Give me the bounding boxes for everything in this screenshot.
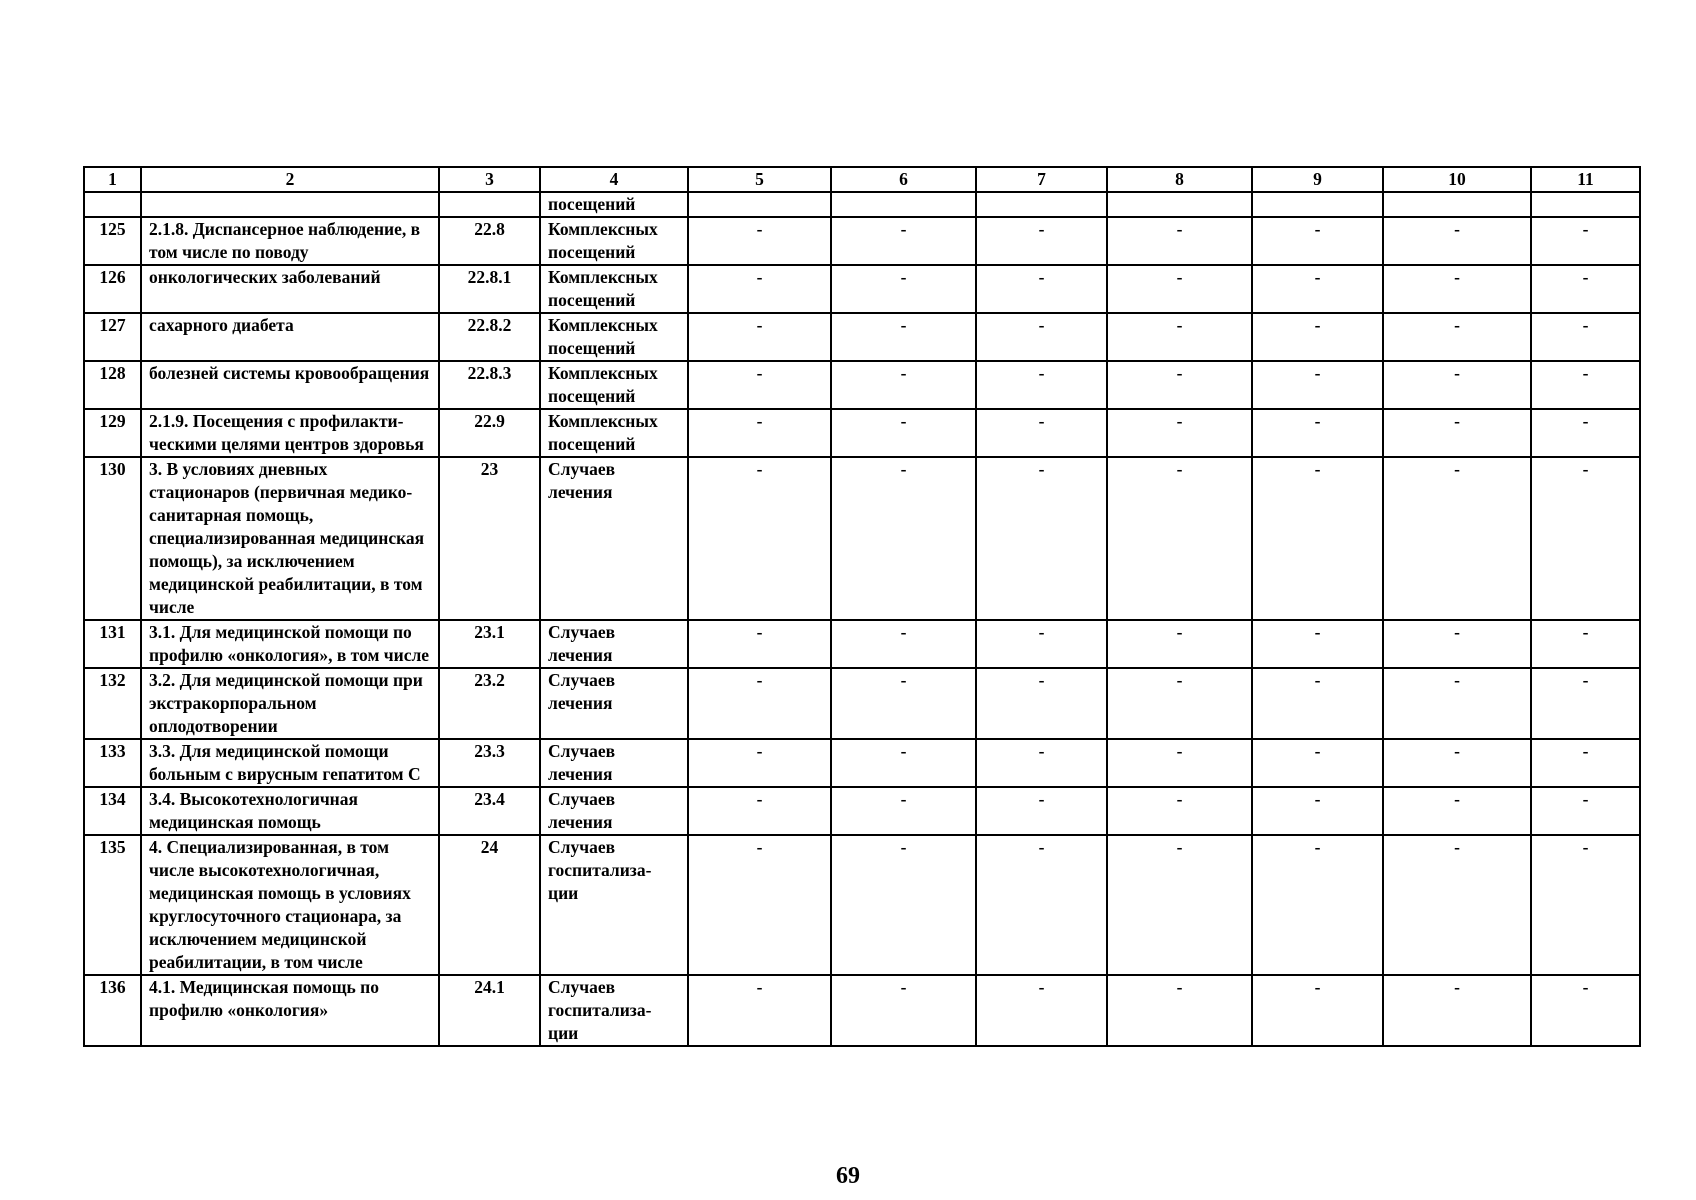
row-code-cell: 22.8.1 — [439, 265, 540, 313]
indicator-name-cell: 2.1.9. Посещения с профилакти-ческими целями центров здоровья — [141, 409, 439, 457]
value-cell: - — [1107, 739, 1252, 787]
indicator-name-cell: 3.1. Для медицинской помощи по профилю «онкология», в том числе — [141, 620, 439, 668]
indicator-name-cell: онкологических заболеваний — [141, 265, 439, 313]
indicator-name-cell: сахарного диабета — [141, 313, 439, 361]
value-cell: - — [1383, 265, 1531, 313]
value-cell: - — [1252, 620, 1383, 668]
value-cell: - — [1531, 975, 1640, 1046]
value-cell: - — [1107, 457, 1252, 620]
value-cell: - — [688, 313, 831, 361]
header-cell: 10 — [1383, 167, 1531, 192]
value-cell: - — [976, 265, 1107, 313]
unit-cell: Случаев лечения — [540, 620, 688, 668]
unit-cell: Комплексных посещений — [540, 217, 688, 265]
value-cell: - — [1252, 787, 1383, 835]
unit-cell: Случаев лечения — [540, 787, 688, 835]
value-cell — [1531, 192, 1640, 217]
value-cell: - — [831, 265, 976, 313]
table-row — [84, 361, 1640, 409]
value-cell: - — [1107, 313, 1252, 361]
value-cell: - — [976, 739, 1107, 787]
row-number-cell: 135 — [84, 835, 141, 975]
row-number-cell: 126 — [84, 265, 141, 313]
indicator-name-cell: 3.3. Для медицинской помощи больным с вирусным гепатитом С — [141, 739, 439, 787]
value-cell: - — [1252, 313, 1383, 361]
row-number-cell: 127 — [84, 313, 141, 361]
value-cell: - — [831, 361, 976, 409]
unit-cell: посещений — [540, 192, 688, 217]
indicator-name-cell: 3.2. Для медицинской помощи при экстракорпоральном оплодотворении — [141, 668, 439, 739]
unit-cell: Случаев госпитализа-ции — [540, 835, 688, 975]
value-cell: - — [1531, 313, 1640, 361]
header-cell: 9 — [1252, 167, 1383, 192]
value-cell: - — [688, 835, 831, 975]
value-cell — [688, 192, 831, 217]
value-cell: - — [1383, 361, 1531, 409]
value-cell: - — [976, 975, 1107, 1046]
value-cell: - — [1107, 668, 1252, 739]
header-cell: 3 — [439, 167, 540, 192]
value-cell: - — [1383, 975, 1531, 1046]
value-cell: - — [831, 457, 976, 620]
indicator-name-cell: болезней системы кровообращения — [141, 361, 439, 409]
value-cell: - — [688, 409, 831, 457]
value-cell: - — [831, 217, 976, 265]
row-code-cell: 22.9 — [439, 409, 540, 457]
value-cell: - — [1531, 361, 1640, 409]
value-cell: - — [831, 739, 976, 787]
value-cell: - — [976, 361, 1107, 409]
table-row — [84, 835, 1640, 975]
value-cell: - — [688, 975, 831, 1046]
row-number-cell: 134 — [84, 787, 141, 835]
row-number-cell: 130 — [84, 457, 141, 620]
indicator-name-cell: 4.1. Медицинская помощь по профилю «онкология» — [141, 975, 439, 1046]
value-cell: - — [1252, 668, 1383, 739]
value-cell: - — [976, 217, 1107, 265]
value-cell: - — [1383, 457, 1531, 620]
value-cell: - — [976, 409, 1107, 457]
row-code-cell: 23.1 — [439, 620, 540, 668]
value-cell: - — [831, 835, 976, 975]
unit-cell: Комплексных посещений — [540, 265, 688, 313]
header-cell: 11 — [1531, 167, 1640, 192]
header-cell: 7 — [976, 167, 1107, 192]
data-table — [83, 166, 1641, 1047]
value-cell: - — [976, 668, 1107, 739]
value-cell: - — [1107, 217, 1252, 265]
value-cell: - — [1383, 835, 1531, 975]
unit-cell: Комплексных посещений — [540, 313, 688, 361]
row-code-cell — [439, 192, 540, 217]
value-cell: - — [1252, 217, 1383, 265]
value-cell — [831, 192, 976, 217]
indicator-name-cell: 4. Специализированная, в том числе высокотехнологичная, медицинская помощь в условиях круглосуточного стационара, за исключением медицинской реабилитации, в том числе — [141, 835, 439, 975]
value-cell: - — [831, 975, 976, 1046]
table-row — [84, 457, 1640, 620]
unit-cell: Случаев лечения — [540, 668, 688, 739]
header-cell: 1 — [84, 167, 141, 192]
header-cell: 5 — [688, 167, 831, 192]
indicator-name-cell — [141, 192, 439, 217]
header-cell: 6 — [831, 167, 976, 192]
table-row — [84, 620, 1640, 668]
value-cell: - — [976, 313, 1107, 361]
value-cell: - — [831, 668, 976, 739]
row-number-cell: 131 — [84, 620, 141, 668]
value-cell — [1107, 192, 1252, 217]
value-cell: - — [688, 361, 831, 409]
value-cell: - — [1531, 409, 1640, 457]
table-row — [84, 409, 1640, 457]
row-code-cell: 23.3 — [439, 739, 540, 787]
value-cell: - — [1383, 313, 1531, 361]
table-row — [84, 739, 1640, 787]
value-cell: - — [1531, 739, 1640, 787]
table-row — [84, 313, 1640, 361]
value-cell: - — [1383, 620, 1531, 668]
header-cell: 2 — [141, 167, 439, 192]
header-cell: 4 — [540, 167, 688, 192]
row-number-cell: 128 — [84, 361, 141, 409]
value-cell: - — [1252, 265, 1383, 313]
value-cell: - — [1107, 409, 1252, 457]
unit-cell: Случаев лечения — [540, 739, 688, 787]
row-number-cell: 136 — [84, 975, 141, 1046]
value-cell: - — [831, 620, 976, 668]
indicator-name-cell: 2.1.8. Диспансерное наблюдение, в том числе по поводу — [141, 217, 439, 265]
value-cell: - — [831, 409, 976, 457]
value-cell: - — [1531, 787, 1640, 835]
value-cell: - — [688, 668, 831, 739]
row-number-cell — [84, 192, 141, 217]
row-number-cell: 125 — [84, 217, 141, 265]
value-cell: - — [688, 739, 831, 787]
value-cell: - — [1252, 739, 1383, 787]
row-code-cell: 23 — [439, 457, 540, 620]
row-number-cell: 132 — [84, 668, 141, 739]
value-cell: - — [1252, 975, 1383, 1046]
unit-cell: Комплексных посещений — [540, 409, 688, 457]
row-code-cell: 23.4 — [439, 787, 540, 835]
value-cell: - — [1383, 787, 1531, 835]
row-number-cell: 129 — [84, 409, 141, 457]
row-code-cell: 24.1 — [439, 975, 540, 1046]
value-cell: - — [1531, 620, 1640, 668]
header-cell: 8 — [1107, 167, 1252, 192]
value-cell: - — [688, 265, 831, 313]
value-cell: - — [688, 787, 831, 835]
value-cell: - — [1252, 835, 1383, 975]
indicator-name-cell: 3. В условиях дневных стационаров (первичная медико-санитарная помощь, специализированная медицинская помощь), за исключением медицинской реабилитации, в том числе — [141, 457, 439, 620]
value-cell: - — [1107, 361, 1252, 409]
value-cell: - — [1383, 217, 1531, 265]
row-code-cell: 22.8 — [439, 217, 540, 265]
unit-cell: Случаев госпитализа-ции — [540, 975, 688, 1046]
value-cell: - — [976, 620, 1107, 668]
value-cell: - — [1531, 668, 1640, 739]
value-cell: - — [1252, 409, 1383, 457]
value-cell: - — [1107, 265, 1252, 313]
value-cell: - — [1531, 217, 1640, 265]
header-row — [84, 167, 1640, 192]
value-cell — [1252, 192, 1383, 217]
value-cell: - — [1252, 361, 1383, 409]
value-cell: - — [976, 787, 1107, 835]
value-cell: - — [1107, 787, 1252, 835]
value-cell: - — [1383, 739, 1531, 787]
row-code-cell: 22.8.3 — [439, 361, 540, 409]
value-cell: - — [1383, 668, 1531, 739]
value-cell: - — [831, 787, 976, 835]
value-cell: - — [976, 835, 1107, 975]
value-cell: - — [1107, 835, 1252, 975]
row-number-cell: 133 — [84, 739, 141, 787]
value-cell — [976, 192, 1107, 217]
value-cell: - — [1252, 457, 1383, 620]
value-cell: - — [1383, 409, 1531, 457]
value-cell: - — [688, 217, 831, 265]
unit-cell: Комплексных посещений — [540, 361, 688, 409]
value-cell: - — [688, 620, 831, 668]
table-row — [84, 975, 1640, 1046]
value-cell: - — [688, 457, 831, 620]
indicator-name-cell: 3.4. Высокотехнологичная медицинская помощь — [141, 787, 439, 835]
unit-cell: Случаев лечения — [540, 457, 688, 620]
table-row — [84, 265, 1640, 313]
continuation-row — [84, 192, 1640, 217]
row-code-cell: 24 — [439, 835, 540, 975]
table-row — [84, 217, 1640, 265]
value-cell: - — [1531, 265, 1640, 313]
row-code-cell: 22.8.2 — [439, 313, 540, 361]
page-number: 69 — [836, 1163, 860, 1189]
row-code-cell: 23.2 — [439, 668, 540, 739]
value-cell: - — [831, 313, 976, 361]
value-cell: - — [1107, 975, 1252, 1046]
table-row — [84, 787, 1640, 835]
value-cell: - — [1531, 835, 1640, 975]
value-cell: - — [1531, 457, 1640, 620]
value-cell: - — [1107, 620, 1252, 668]
value-cell — [1383, 192, 1531, 217]
table-row — [84, 668, 1640, 739]
value-cell: - — [976, 457, 1107, 620]
